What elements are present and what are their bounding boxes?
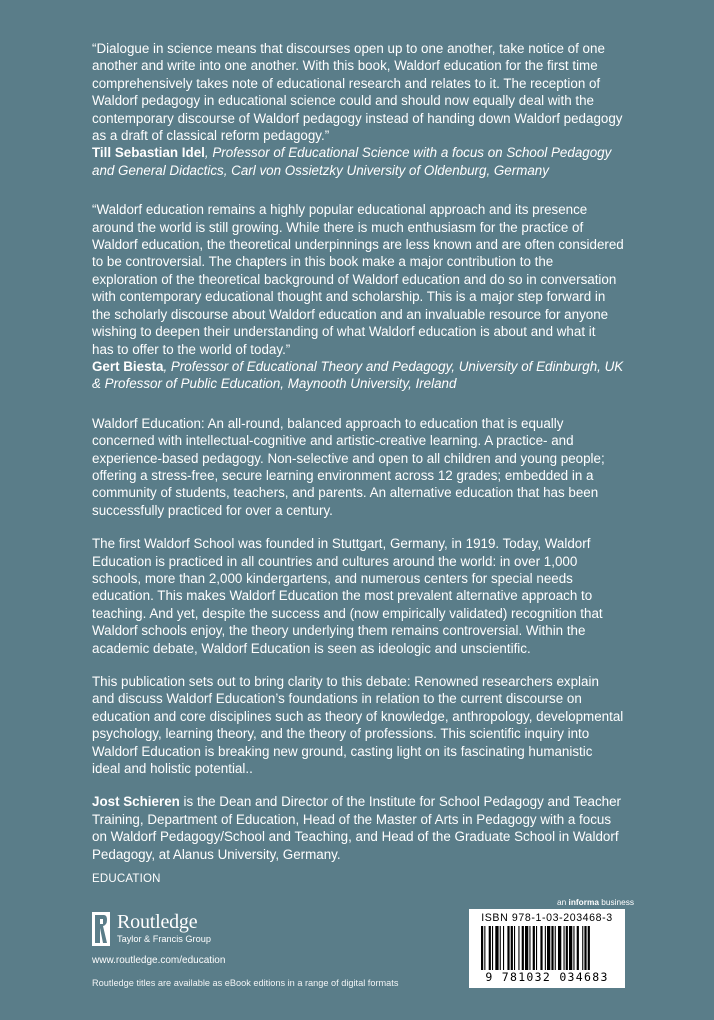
paragraph-line: concerned with intellectual-cognitive and artistic-creative learning. A practice- and: [92, 433, 574, 449]
paragraph-line: The first Waldorf School was founded in Stuttgart, Germany, in 1919. Today, Waldorf: [92, 536, 591, 552]
barcode-stripe: [507, 926, 509, 970]
author-bio-line: on Waldorf Pedagogy/School and Teaching, and Head of the Graduate School in Waldorf: [92, 829, 619, 845]
barcode-stripe: [489, 926, 491, 970]
quote-line: has to offer to the world of today.”: [92, 341, 291, 357]
routledge-logo[interactable]: [92, 912, 211, 946]
quote-line: another and write into one another. With this book, Waldorf education for the first time: [92, 58, 598, 74]
barcode-stripe: [577, 926, 579, 970]
informa-prefix: an: [557, 897, 569, 907]
ebook-note: Routledge titles are available as eBook editions in a range of digital formats: [92, 978, 399, 988]
barcode-stripe: [500, 926, 501, 970]
quote-line: the scholarly discourse about Waldorf education and an invaluable resource for anyone: [92, 306, 609, 322]
barcode-stripe: [588, 926, 590, 970]
paragraph-line: Education is practiced in all countries and cultures around the world: in over 1,000: [92, 553, 578, 569]
barcode-stripe: [492, 926, 493, 970]
author-bio-text: is the Dean and Director of the Institute for School Pedagogy and Teacher: [179, 794, 621, 810]
quote-line: as a draft of classical reform pedagogy.”: [92, 128, 330, 144]
barcode-stripe: [551, 926, 553, 970]
endorser-role-cont: [92, 375, 672, 392]
quote-line: Waldorf education, the theoretical underpinnings are less known and are often considered: [92, 237, 624, 253]
barcode-stripe: [547, 926, 550, 970]
publisher-name: Routledge: [117, 911, 198, 933]
barcode-stripe: [564, 926, 565, 970]
barcode-stripe: [555, 926, 556, 970]
barcode-stripe: [525, 926, 528, 970]
paragraph-line: successfully practiced for over a century.: [92, 502, 333, 518]
paragraph-line: Waldorf schools enjoy, the theory underlying them remains controversial. Within the: [92, 623, 586, 639]
barcode-stripe: [584, 926, 586, 970]
barcode-stripe: [533, 926, 535, 970]
paragraph-line: community of students, teachers, and parents. An alternative education that has been: [92, 485, 599, 501]
publisher-wordmark: [117, 912, 211, 945]
barcode-stripe: [522, 926, 524, 970]
informa-word: informa: [568, 897, 599, 907]
endorser-role-line2: & Professor of Public Education, Maynooth University, Ireland: [92, 376, 457, 392]
description-paragraph-1: [92, 415, 672, 519]
paragraph-line: psychology, learning theory, and the theory of professions. This scientific inquiry into: [92, 726, 590, 742]
subject-category: EDUCATION: [92, 873, 161, 885]
endorsement-attribution-2: [92, 358, 672, 375]
endorser-role: , Professor of Educational Theory and Pedagogy, University of Edinburgh, UK: [163, 358, 624, 374]
endorser-role-cont: [92, 162, 672, 179]
author-name: Jost Schieren: [92, 794, 180, 810]
barcode-stripe: [484, 926, 485, 970]
barcode-stripe: [503, 926, 504, 970]
quote-line: to be controversial. The chapters in this book make a major contribution to the: [92, 254, 554, 270]
quote-line: “Dialogue in science means that discourses open up to one another, take notice of one: [92, 41, 605, 56]
endorsement-quote-2: [92, 201, 672, 358]
barcode-bars: [481, 926, 613, 970]
author-bio-line: [92, 793, 672, 810]
isbn-label: ISBN 978-1-03-203468-3: [481, 912, 613, 924]
barcode-stripe: [511, 926, 513, 970]
quote-line: around the world is still growing. While there is much enthusiasm for the practice of: [92, 219, 584, 235]
endorser-role-line2: and General Didactics, Carl von Ossietzky University of Oldenburg, Germany: [92, 162, 549, 178]
barcode-stripe: [481, 926, 483, 970]
barcode-stripe: [558, 926, 561, 970]
quote-line: exploration of the theoretical background of Waldorf education and do so in conversation: [92, 271, 617, 287]
back-cover-text: [92, 40, 672, 879]
description-paragraph-3: [92, 673, 672, 777]
quote-line: wishing to deepen their understanding of what Waldorf education is about and what it: [92, 324, 596, 340]
endorsement-attribution-1: [92, 144, 672, 161]
paragraph-line: schools, more than 2,000 kindergartens, and numerous centers for special needs: [92, 570, 573, 586]
paragraph-line: experience-based pedagogy. Non-selective and open to all children and young people;: [92, 450, 605, 466]
paragraph-line: ideal and holistic potential..: [92, 761, 253, 777]
barcode-stripe: [529, 926, 530, 970]
author-bio-line: Training, Department of Education, Head of the Master of Arts in Pedagogy with a focus: [92, 811, 612, 827]
paragraph-line: This publication sets out to bring clarity to this debate: Renowned researchers explain: [92, 674, 599, 689]
quote-line: Waldorf pedagogy in educational science could and should now equally deal with the: [92, 93, 594, 109]
informa-business-tag: [557, 897, 634, 907]
author-bio-line: Pedagogy, at Alanus University, Germany.: [92, 846, 341, 862]
routledge-mark-icon: [92, 912, 110, 946]
paragraph-line: teaching. And yet, despite the success and (now empirically validated) recognition that: [92, 605, 603, 621]
endorser-name: Gert Biesta: [92, 358, 164, 374]
barcode-stripe: [536, 926, 537, 970]
spacer: [92, 179, 672, 201]
endorser-name: Till Sebastian Idel: [92, 145, 205, 161]
paragraph-line: education. This makes Waldorf Education the most prevalent alternative approach to: [92, 588, 593, 604]
barcode-stripe: [569, 926, 572, 970]
paragraph-line: Waldorf Education: An all-round, balanced approach to education that is equally: [92, 415, 564, 431]
publisher-website-link[interactable]: www.routledge.com/education: [92, 955, 226, 966]
quote-line: “Waldorf education remains a highly popular educational approach and its presence: [92, 202, 588, 218]
barcode-stripe: [518, 926, 519, 970]
paragraph-line: offering a stress-free, secure learning environment across 12 grades; embedded in a: [92, 467, 594, 483]
paragraph-line: education and core disciplines such as theory of knowledge, anthropology, developmental: [92, 708, 624, 724]
barcode-stripe: [540, 926, 542, 970]
barcode-stripe: [495, 926, 498, 970]
barcode-stripe: [514, 926, 515, 970]
barcode-number: 9 781032 034683: [485, 970, 609, 984]
barcode-stripe: [545, 926, 546, 970]
endorsement-quote-1: [92, 40, 672, 144]
paragraph-line: academic debate, Waldorf Education is seen as ideologic and unscientific.: [92, 640, 531, 656]
author-bio: [92, 793, 672, 863]
paragraph-line: and discuss Waldorf Education’s foundations in relation to the current discourse on: [92, 691, 582, 707]
description-paragraph-2: [92, 535, 672, 657]
informa-suffix: business: [598, 897, 635, 907]
spacer: [92, 393, 672, 415]
isbn-barcode: [469, 909, 625, 988]
quote-line: comprehensively takes note of educational research and relates to it. The reception of: [92, 75, 601, 91]
barcode-stripe: [582, 926, 583, 970]
endorser-role: , Professor of Educational Science with a focus on School Pedagogy: [204, 145, 612, 161]
quote-line: contemporary discourse of Waldorf pedagogy instead of handing down Waldorf pedagogy: [92, 110, 623, 126]
barcode-stripe: [566, 926, 568, 970]
quote-line: with contemporary educational thought and scholarship. This is a major step forward in: [92, 289, 606, 305]
publisher-group: Taylor & Francis Group: [117, 934, 211, 944]
paragraph-line: Waldorf Education is breaking new ground, casting light on its fascinating humanistic: [92, 743, 593, 759]
barcode-stripe: [573, 926, 574, 970]
